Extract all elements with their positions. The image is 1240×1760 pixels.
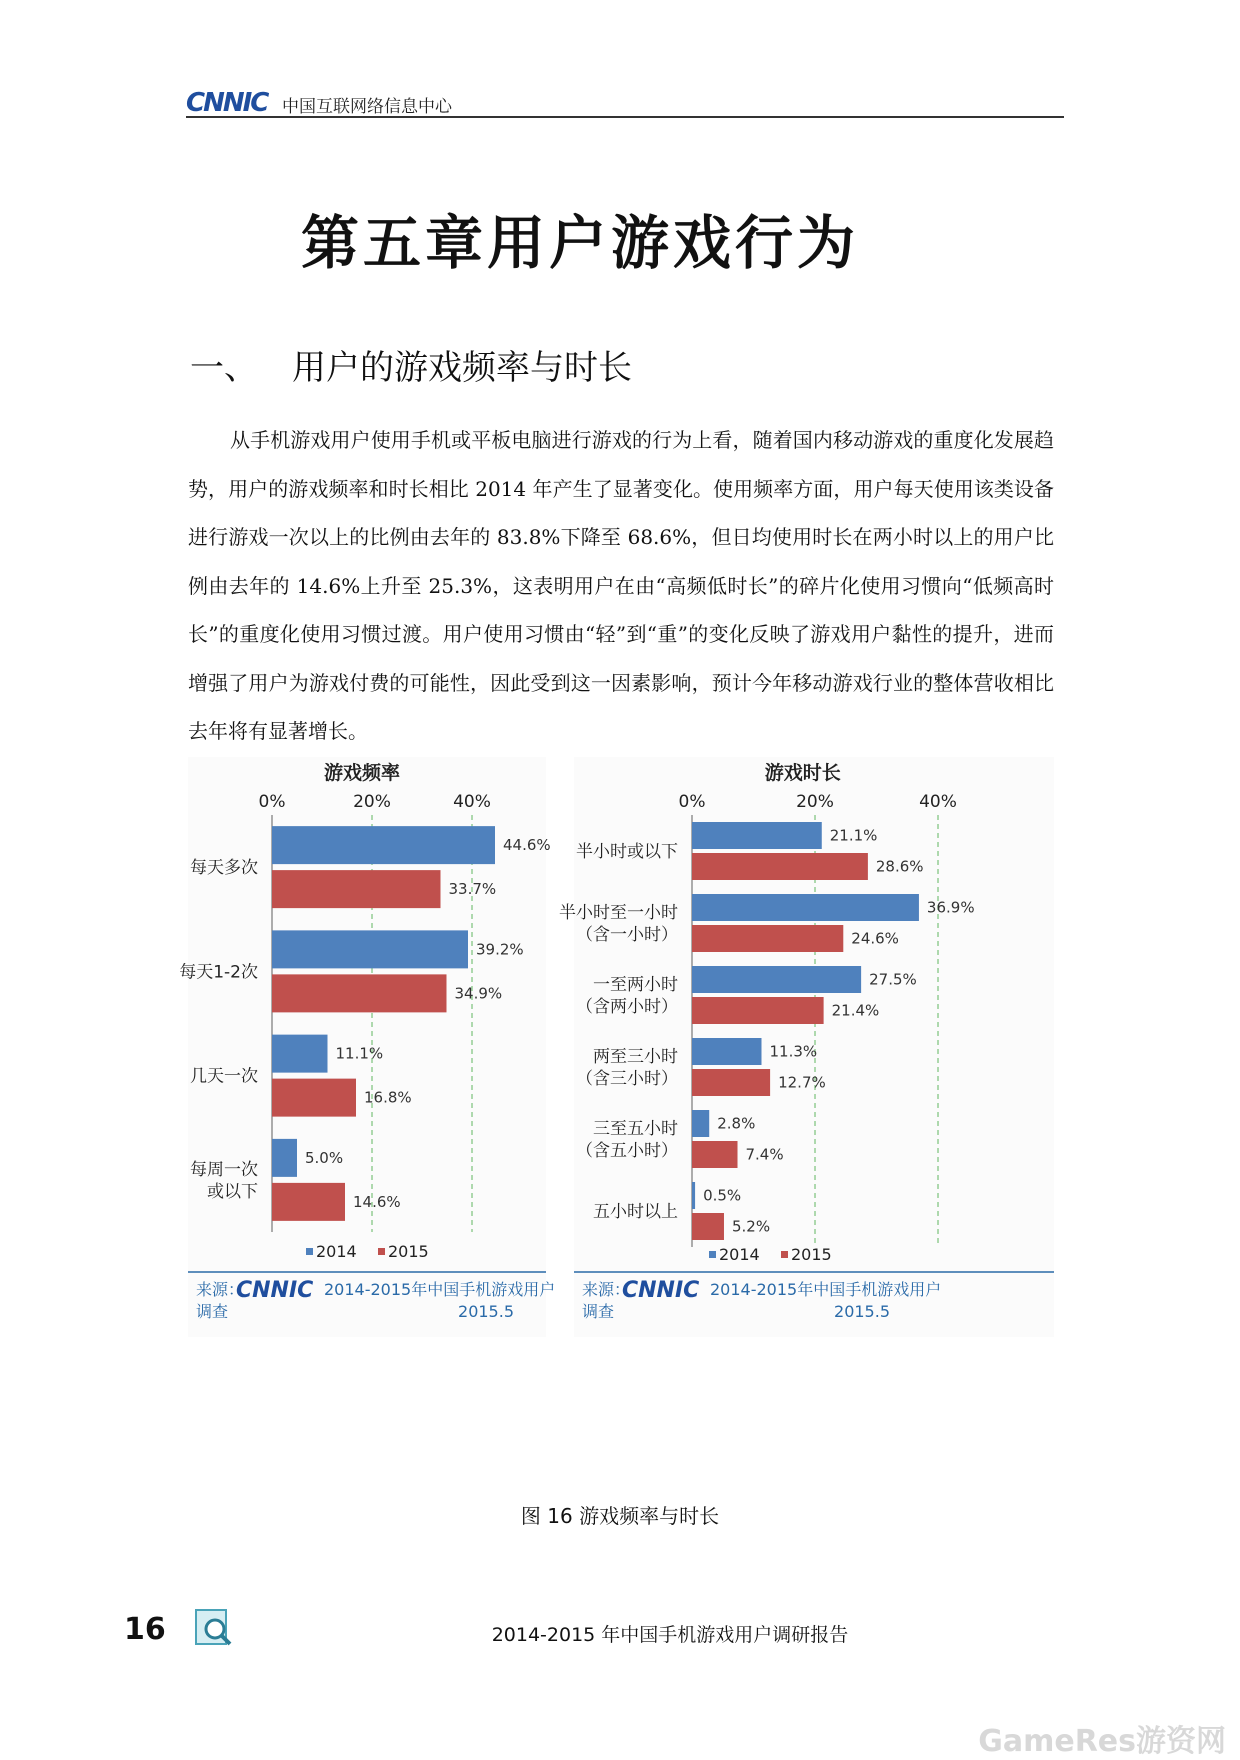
data-label: 5.0% (305, 1148, 344, 1167)
bar-2015 (692, 1213, 724, 1240)
data-label: 16.8% (364, 1088, 412, 1107)
source-date: 2015.5 (458, 1302, 514, 1321)
legend-swatch (378, 1248, 385, 1255)
legend-swatch (709, 1251, 716, 1258)
legend-label: 2015 (791, 1245, 832, 1264)
x-tick-label: 20% (796, 792, 834, 812)
chart-title: 游戏频率 (323, 762, 401, 784)
section-title: 用户的游戏频率与时长 (292, 348, 632, 388)
data-label: 2.8% (717, 1114, 756, 1133)
category-label: 每天多次 (190, 858, 258, 879)
source-text-2: 调查 (582, 1302, 615, 1321)
data-label: 33.7% (448, 880, 497, 899)
category-label: 两至三小时 (593, 1047, 678, 1067)
section-heading (190, 340, 632, 389)
bar-2014 (272, 1139, 297, 1177)
bar-2015 (272, 1183, 345, 1221)
bar-2015 (692, 925, 843, 952)
category-label: （含五小时） (576, 1141, 678, 1161)
data-label: 7.4% (745, 1145, 784, 1164)
category-label: 半小时或以下 (576, 842, 678, 862)
bar-2014 (692, 1038, 761, 1065)
category-label: 每天1-2次 (179, 962, 258, 983)
category-label: 或以下 (207, 1181, 258, 1202)
body-paragraph: 从手机游戏用户使用手机或平板电脑进行游戏的行为上看，随着国内移动游戏的重度化发展趋势，用户的游戏频率和时长相比 2014 年产生了显著变化。使用频率方面，用户每天使用该类设备进行游戏一次以上的比例由去年的 83.8%下降至 68.6%，但日均使用时长在两小时以上的用户比例由去年的 14.6%上升至 25.3%，这表明用户在由“高频低时长”的碎片化使用习惯向“低频高时长”的重度化使用习惯过渡。用户使用习惯由“轻”到“重”的变化反映了游戏用户黏性的提升，进而增强了用户为游戏付费的可能性，因此受到这一因素影响，预计今年移动游戏行业的整体营收相比去年将有显著增长。 (188, 428, 1054, 743)
chart-title: 游戏时长 (764, 762, 841, 784)
source-logo: CNNIC (622, 1278, 700, 1303)
data-label: 5.2% (731, 1217, 771, 1236)
page-number: 16 (124, 1612, 166, 1647)
legend-label: 2014 (719, 1245, 760, 1264)
data-label: 44.6% (503, 836, 551, 855)
figure-caption (0, 1500, 1240, 1529)
category-label: 半小时至一小时 (559, 903, 678, 923)
bar-2014 (692, 894, 919, 921)
bar-2015 (272, 974, 447, 1012)
category-label: 三至五小时 (593, 1119, 678, 1139)
source-text-2: 调查 (196, 1302, 229, 1321)
footer-report-title: 2014-2015 年中国手机游戏用户调研报告 (491, 1624, 849, 1646)
legend-swatch (781, 1251, 788, 1258)
x-tick-label: 0% (258, 792, 286, 812)
charts-svg (179, 757, 1054, 1477)
data-label: 34.9% (454, 984, 503, 1003)
data-label: 14.6% (353, 1192, 401, 1211)
x-tick-label: 20% (353, 792, 391, 812)
data-label: 11.3% (769, 1042, 818, 1061)
caption-title: 游戏频率与时长 (579, 1504, 720, 1528)
data-label: 21.1% (829, 826, 878, 845)
category-label: （含一小时） (576, 925, 678, 945)
data-label: 36.9% (926, 898, 975, 917)
data-label: 21.4% (831, 1001, 880, 1020)
caption-prefix: 图 (520, 1504, 541, 1528)
data-label: 27.5% (869, 970, 917, 989)
data-label: 24.6% (851, 929, 899, 948)
legend-label: 2014 (316, 1242, 357, 1261)
page-header (186, 86, 1064, 118)
bar-2015 (272, 1079, 356, 1117)
bar-2015 (272, 870, 441, 908)
caption-number: 16 (547, 1504, 573, 1528)
bar-2014 (272, 1035, 328, 1073)
bar-2015 (692, 1141, 738, 1168)
x-tick-label: 40% (919, 792, 957, 812)
legend-swatch (306, 1248, 313, 1255)
category-label: （含两小时） (576, 997, 678, 1017)
category-label: （含三小时） (576, 1069, 678, 1089)
data-label: 39.2% (476, 940, 524, 959)
source-text: 2014-2015年中国手机游戏用户 (324, 1280, 556, 1299)
bar-2014 (272, 826, 495, 864)
source-date: 2015.5 (834, 1302, 890, 1321)
cnnic-logo: CNNIC (186, 88, 268, 118)
section-number: 一、 (190, 348, 258, 388)
category-label: 五小时以上 (593, 1202, 678, 1222)
source-prefix: 来源： (582, 1280, 631, 1299)
bar-2015 (692, 997, 824, 1024)
bar-2015 (692, 853, 868, 880)
bar-2014 (692, 1110, 709, 1137)
category-label: 一至两小时 (593, 975, 678, 995)
x-tick-label: 0% (678, 792, 706, 812)
bar-2014 (272, 930, 468, 968)
source-prefix: 来源： (196, 1280, 245, 1299)
data-label: 12.7% (778, 1073, 826, 1092)
bar-2014 (692, 822, 822, 849)
bar-2014 (692, 1182, 695, 1209)
bar-2014 (692, 966, 861, 993)
source-text: 2014-2015年中国手机游戏用户 (710, 1280, 942, 1299)
bar-2015 (692, 1069, 770, 1096)
source-logo: CNNIC (236, 1278, 314, 1303)
org-name: 中国互联网络信息中心 (282, 97, 452, 117)
data-label: 0.5% (703, 1186, 742, 1205)
site-watermark: GameRes游资网 (978, 1724, 1226, 1759)
data-label: 28.6% (875, 857, 924, 876)
chapter-title: 第五章用户游戏行为 (300, 209, 859, 277)
x-tick-label: 40% (453, 792, 491, 812)
legend-label: 2015 (388, 1242, 429, 1261)
figure-charts (179, 757, 1054, 1477)
category-label: 几天一次 (190, 1066, 258, 1087)
category-label: 每周一次 (190, 1159, 258, 1180)
data-label: 11.1% (335, 1044, 384, 1063)
